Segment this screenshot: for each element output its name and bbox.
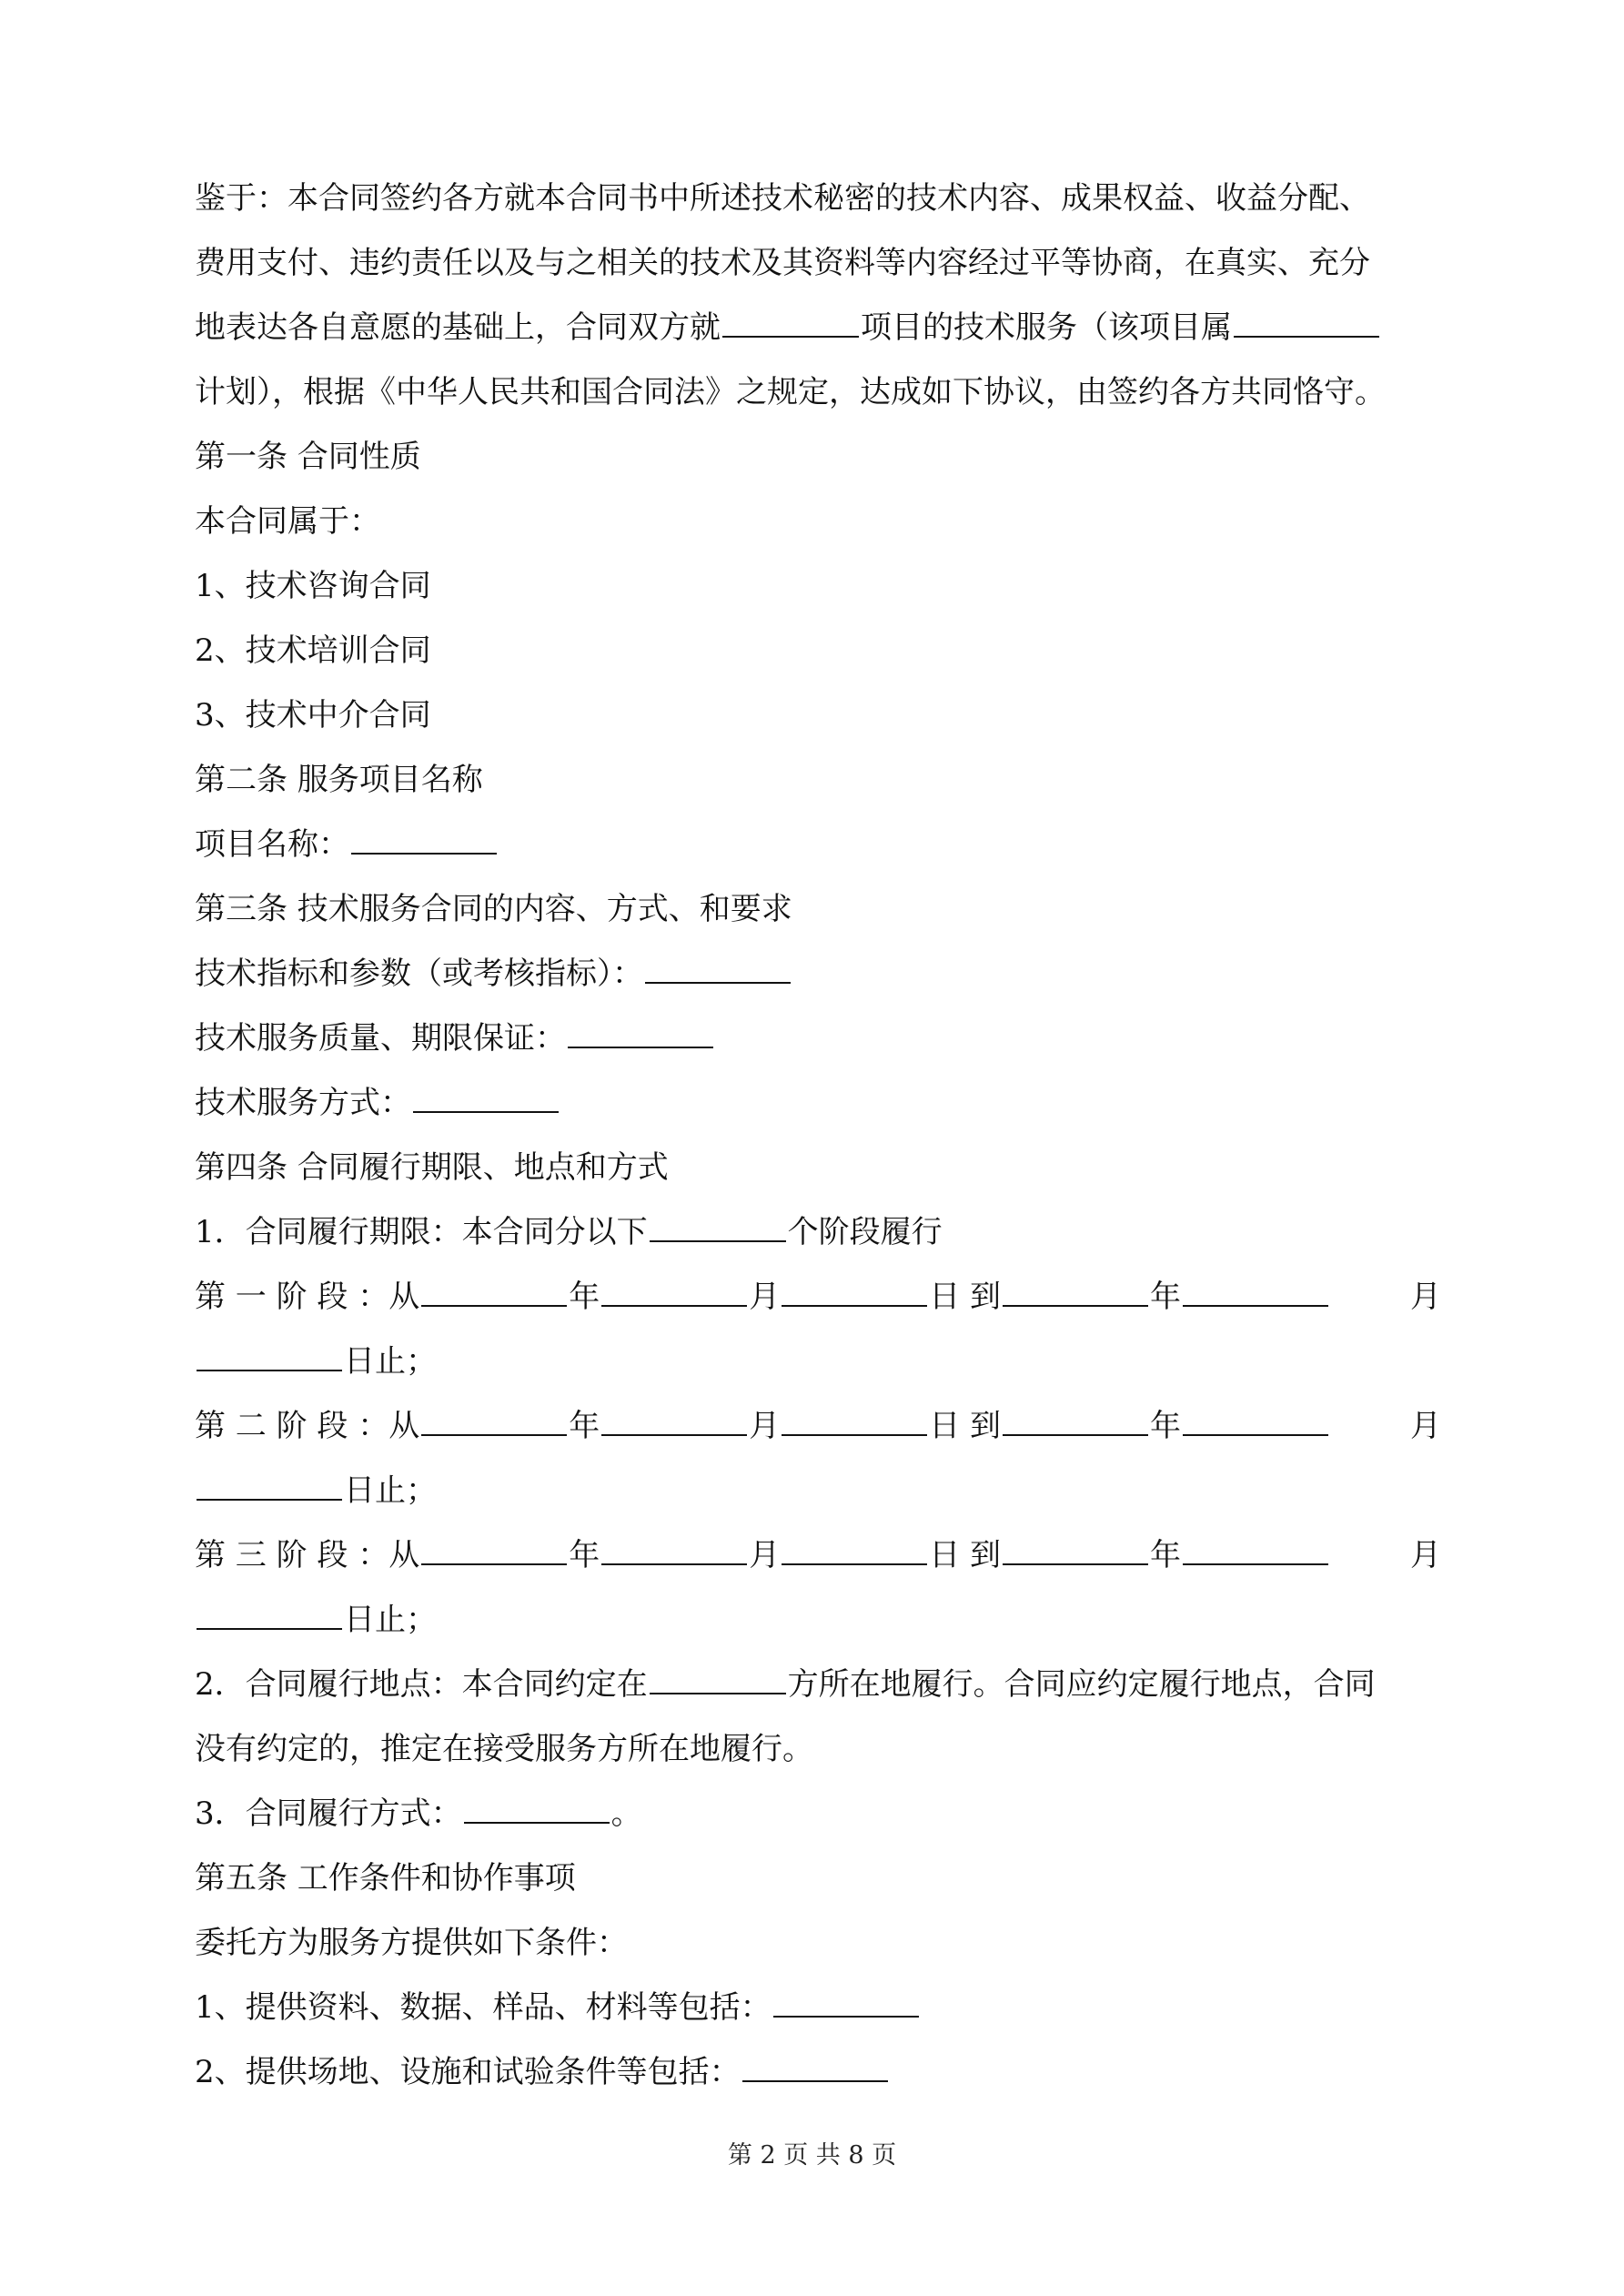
stage-2-end-month-label: 月 bbox=[1410, 1408, 1441, 1444]
stage-3-line bbox=[195, 1523, 1441, 1588]
intro-line-3-text-b: 项目的技术服务（该项目属 bbox=[861, 309, 1232, 346]
article-5-lead: 委托方为服务方提供如下条件： bbox=[195, 1925, 628, 1961]
page-number-footer: 第 2 页 共 8 页 bbox=[727, 2141, 897, 2170]
article-2-title: 第二条 服务项目名称 bbox=[195, 762, 483, 798]
stage-1-start-day-blank[interactable] bbox=[782, 1269, 927, 1307]
stage-3-end-line bbox=[195, 1588, 1441, 1653]
service-quality-label: 技术服务质量、期限保证： bbox=[195, 1020, 566, 1057]
materials-blank[interactable] bbox=[773, 1979, 919, 2018]
stage-1-line bbox=[195, 1265, 1441, 1330]
stage-2-end-day-blank[interactable] bbox=[197, 1462, 342, 1501]
stage-3-end-month-label: 月 bbox=[1410, 1537, 1441, 1573]
term-line bbox=[195, 1200, 1441, 1265]
materials-line bbox=[195, 1976, 1441, 2040]
stage-1-end-month-blank[interactable] bbox=[1183, 1269, 1328, 1307]
article-3-title: 第三条 技术服务合同的内容、方式、和要求 bbox=[195, 891, 792, 927]
stage-1-label: 第 一 阶 段 ： bbox=[195, 1279, 389, 1315]
stage-3-from: 从 bbox=[388, 1537, 420, 1573]
stage-2-label: 第 二 阶 段 ： bbox=[195, 1408, 389, 1444]
term-text-a: 1．合同履行期限：本合同分以下 bbox=[195, 1214, 648, 1250]
method-line bbox=[195, 1782, 1441, 1846]
materials-label: 1、提供资料、数据、样品、材料等包括： bbox=[195, 1989, 772, 2026]
article-1-item-2: 2、技术培训合同 bbox=[195, 632, 431, 669]
service-method-blank[interactable] bbox=[413, 1075, 559, 1113]
stage-2-line bbox=[195, 1394, 1441, 1459]
stage-3-label: 第 三 阶 段 ： bbox=[195, 1537, 389, 1573]
service-quality-blank[interactable] bbox=[568, 1010, 713, 1048]
service-method-line bbox=[195, 1071, 1441, 1136]
facilities-blank[interactable] bbox=[742, 2044, 888, 2082]
stage-2-from: 从 bbox=[388, 1408, 420, 1444]
stage-2-end-month-blank[interactable] bbox=[1183, 1398, 1328, 1436]
stage-2-start-day-blank[interactable] bbox=[782, 1398, 927, 1436]
stage-3-day-to: 日 到 bbox=[929, 1537, 1002, 1573]
stage-2-end-line bbox=[195, 1459, 1441, 1523]
service-quality-line bbox=[195, 1006, 1441, 1071]
stage-3-start-day-blank[interactable] bbox=[782, 1527, 927, 1565]
stage-2-day-to: 日 到 bbox=[929, 1408, 1002, 1444]
method-label: 3．合同履行方式： bbox=[195, 1795, 462, 1832]
stage-3-month-label: 月 bbox=[749, 1537, 781, 1573]
stage-1-start-year-blank[interactable] bbox=[421, 1269, 567, 1307]
article-1-lead: 本合同属于： bbox=[195, 503, 380, 540]
intro-line-2: 费用支付、违约责任以及与之相关的技术及其资料等内容经过平等协商，在真实、充分 bbox=[195, 245, 1370, 281]
project-name-blank[interactable] bbox=[351, 816, 497, 855]
stage-3-start-month-blank[interactable] bbox=[601, 1527, 747, 1565]
stage-3-year-label: 年 bbox=[569, 1537, 600, 1573]
stage-1-month-label: 月 bbox=[749, 1279, 781, 1315]
facilities-line bbox=[195, 2040, 1441, 2105]
stage-2-end-year-blank[interactable] bbox=[1003, 1398, 1148, 1436]
stage-2-end: 日止； bbox=[344, 1472, 437, 1509]
place-text-a: 2．合同履行地点：本合同约定在 bbox=[195, 1666, 648, 1703]
project-name-line bbox=[195, 813, 1441, 877]
stage-1-from: 从 bbox=[388, 1279, 420, 1315]
stage-3-end-year-label: 年 bbox=[1150, 1537, 1182, 1573]
stage-1-end-year-label: 年 bbox=[1150, 1279, 1182, 1315]
stage-1-end-line bbox=[195, 1330, 1441, 1394]
stage-3-end: 日止； bbox=[344, 1602, 437, 1638]
facilities-label: 2、提供场地、设施和试验条件等包括： bbox=[195, 2054, 741, 2090]
article-1-item-3: 3、技术中介合同 bbox=[195, 697, 431, 733]
place-text-b: 方所在地履行。合同应约定履行地点，合同 bbox=[787, 1666, 1376, 1703]
plan-blank[interactable] bbox=[1234, 299, 1379, 338]
method-end: 。 bbox=[610, 1795, 642, 1832]
article-5-title: 第五条 工作条件和协作事项 bbox=[195, 1860, 576, 1896]
intro-line-3-text-a: 地表达各自意愿的基础上，合同双方就 bbox=[195, 309, 721, 346]
place-line-1 bbox=[195, 1653, 1441, 1717]
stage-1-end-year-blank[interactable] bbox=[1003, 1269, 1148, 1307]
project-name-label: 项目名称： bbox=[195, 826, 349, 863]
stage-1-end-day-blank[interactable] bbox=[197, 1333, 342, 1371]
tech-index-blank[interactable] bbox=[645, 946, 791, 984]
intro-line-3 bbox=[195, 296, 1441, 360]
article-4-title: 第四条 合同履行期限、地点和方式 bbox=[195, 1149, 669, 1186]
stage-2-month-label: 月 bbox=[749, 1408, 781, 1444]
stage-3-end-year-blank[interactable] bbox=[1003, 1527, 1148, 1565]
intro-line-4: 计划），根据《中华人民共和国合同法》之规定，达成如下协议，由签约各方共同恪守。 bbox=[195, 374, 1386, 410]
project-blank[interactable] bbox=[722, 299, 859, 338]
stage-2-start-year-blank[interactable] bbox=[421, 1398, 567, 1436]
stage-count-blank[interactable] bbox=[650, 1204, 786, 1242]
tech-index-label: 技术指标和参数（或考核指标）： bbox=[195, 956, 643, 992]
page-content bbox=[195, 167, 1441, 2105]
intro-line-1: 鉴于：本合同签约各方就本合同书中所述技术秘密的技术内容、成果权益、收益分配、 bbox=[195, 180, 1370, 217]
stage-3-end-day-blank[interactable] bbox=[197, 1592, 342, 1630]
stage-1-year-label: 年 bbox=[569, 1279, 600, 1315]
service-method-label: 技术服务方式： bbox=[195, 1085, 411, 1121]
place-line-2: 没有约定的，推定在接受服务方所在地履行。 bbox=[195, 1731, 813, 1767]
stage-2-start-month-blank[interactable] bbox=[601, 1398, 747, 1436]
place-party-blank[interactable] bbox=[650, 1656, 786, 1694]
stage-1-end-month-label: 月 bbox=[1410, 1279, 1441, 1315]
stage-1-day-to: 日 到 bbox=[929, 1279, 1002, 1315]
article-1-title: 第一条 合同性质 bbox=[195, 439, 421, 475]
stage-2-end-year-label: 年 bbox=[1150, 1408, 1182, 1444]
method-blank[interactable] bbox=[464, 1785, 610, 1824]
stage-3-end-month-blank[interactable] bbox=[1183, 1527, 1328, 1565]
stage-2-year-label: 年 bbox=[569, 1408, 600, 1444]
tech-index-line bbox=[195, 942, 1441, 1006]
stage-1-end: 日止； bbox=[344, 1343, 437, 1380]
article-1-item-1: 1、技术咨询合同 bbox=[195, 568, 431, 604]
stage-1-start-month-blank[interactable] bbox=[601, 1269, 747, 1307]
stage-3-start-year-blank[interactable] bbox=[421, 1527, 567, 1565]
term-text-b: 个阶段履行 bbox=[787, 1214, 943, 1250]
